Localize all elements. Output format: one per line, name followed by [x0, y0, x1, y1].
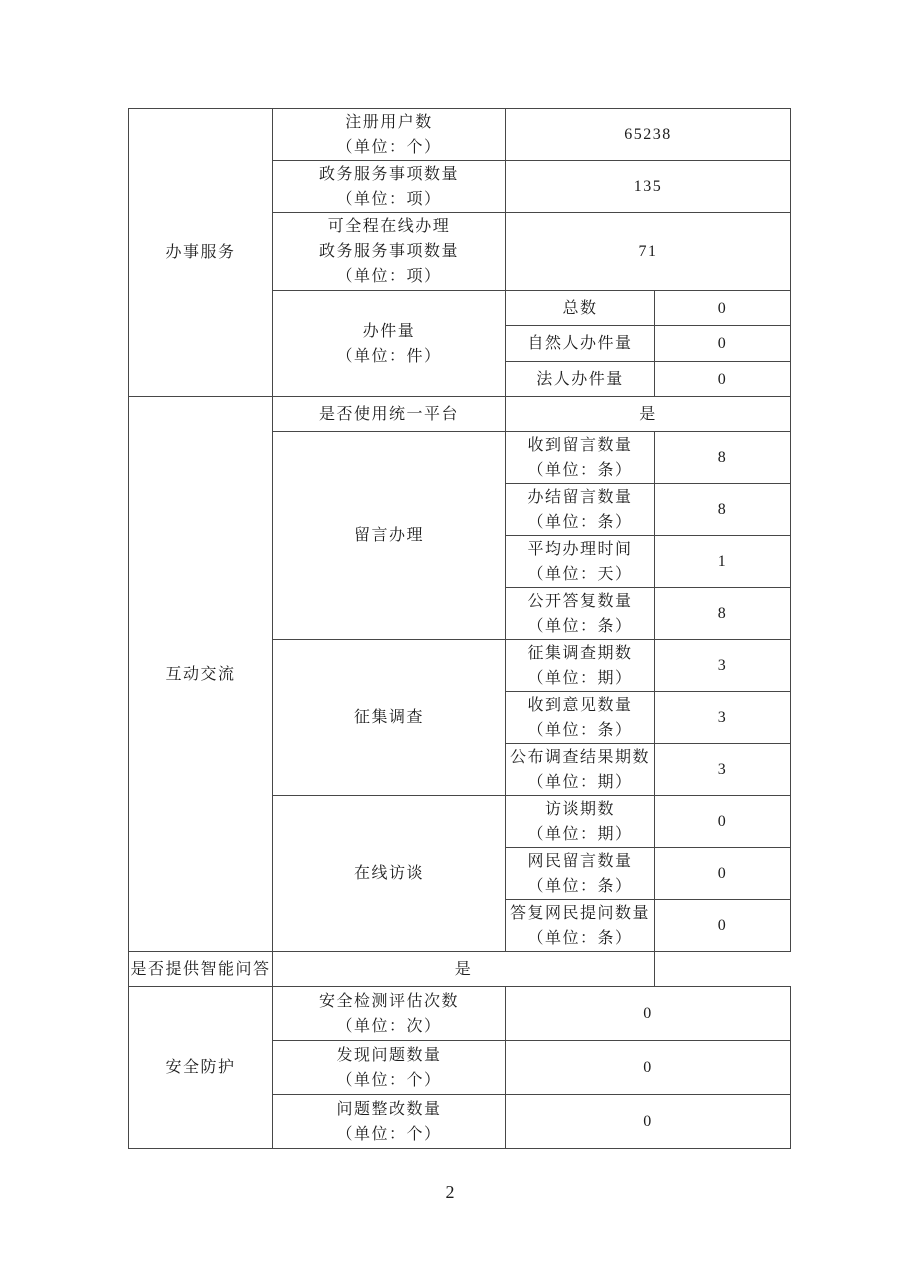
- metric-unit-text: （单位：个）: [336, 1071, 442, 1089]
- value-natural-person: 0: [655, 326, 791, 362]
- metric-smart-qa: 是否提供智能问答: [129, 952, 273, 987]
- submetric-legal-person: 法人办件量: [506, 362, 655, 397]
- value-smart-qa: 是: [273, 952, 655, 987]
- value-interview-periods: 0: [655, 796, 791, 848]
- submetric-netizen-messages: [506, 848, 655, 900]
- submetric-messages-completed: [506, 484, 655, 536]
- metric-label-text: 公布调查结果期数: [509, 748, 650, 766]
- value-public-replies: 8: [655, 588, 791, 640]
- value-service-items: 135: [506, 161, 791, 213]
- value-survey-periods: 3: [655, 640, 791, 692]
- section-label-security: 安全防护: [129, 987, 273, 1149]
- value-survey-results: 3: [655, 744, 791, 796]
- metric-label-text: 答复网民提问数量: [509, 904, 650, 922]
- table-row: [129, 987, 791, 1041]
- section-label-interaction: 互动交流: [129, 397, 273, 952]
- value-avg-handling-time: 1: [655, 536, 791, 588]
- value-netizen-replies: 0: [655, 900, 791, 952]
- metric-label-text: 访谈期数: [544, 800, 615, 818]
- metric-unit-text: （单位：期）: [527, 669, 633, 687]
- page-number: 2: [445, 1182, 455, 1202]
- metric-unit-text: （单位：次）: [336, 1017, 442, 1035]
- metric-unit-text: （单位：条）: [527, 877, 633, 895]
- metric-problems-found: [273, 1041, 506, 1095]
- value-case-total: 0: [655, 291, 791, 326]
- submetric-netizen-replies: [506, 900, 655, 952]
- submetric-survey-periods: [506, 640, 655, 692]
- submetric-messages-received: [506, 432, 655, 484]
- statistics-table: [128, 108, 791, 1149]
- table-row: [129, 952, 791, 987]
- metric-label-text: 问题整改数量: [336, 1100, 442, 1118]
- value-security-assessments: 0: [506, 987, 791, 1041]
- submetric-natural-person: 自然人办件量: [506, 326, 655, 362]
- value-messages-received: 8: [655, 432, 791, 484]
- metric-security-assessments: [273, 987, 506, 1041]
- metric-unit-text: （单位：件）: [336, 347, 442, 365]
- metric-label-text: 发现问题数量: [336, 1046, 442, 1064]
- metric-label-text: 征集调查期数: [527, 644, 633, 662]
- value-problems-fixed: 0: [506, 1095, 791, 1149]
- metric-label-text: 办件量: [362, 322, 416, 340]
- value-legal-person: 0: [655, 362, 791, 397]
- submetric-case-total: 总数: [506, 291, 655, 326]
- submetric-avg-handling-time: [506, 536, 655, 588]
- metric-unit-text: （单位：个）: [336, 1125, 442, 1143]
- metric-problems-fixed: [273, 1095, 506, 1149]
- metric-unit-text: （单位：条）: [527, 513, 633, 531]
- metric-unit-text: （单位：天）: [527, 565, 633, 583]
- table-row: [129, 397, 791, 432]
- metric-unified-platform: 是否使用统一平台: [273, 397, 506, 432]
- metric-unit-text: （单位：期）: [527, 825, 633, 843]
- metric-label-text: 可全程在线办理: [327, 218, 451, 235]
- metric-unit-text: （单位：项）: [336, 268, 442, 285]
- metric-unit-text: （单位：期）: [527, 773, 633, 791]
- value-registered-users: 65238: [506, 109, 791, 161]
- metric-label-text: 政务服务事项数量: [318, 165, 459, 183]
- value-messages-completed: 8: [655, 484, 791, 536]
- metric-label-text: 网民留言数量: [527, 852, 633, 870]
- metric-label-text: 公开答复数量: [527, 592, 633, 610]
- value-unified-platform: 是: [506, 397, 791, 432]
- metric-label-text: 安全检测评估次数: [318, 992, 459, 1010]
- metric-unit-text: （单位：条）: [527, 721, 633, 739]
- metric-label-text: 收到留言数量: [527, 436, 633, 454]
- metric-unit-text: （单位：条）: [527, 617, 633, 635]
- metric-interview: 在线访谈: [273, 796, 506, 952]
- metric-label-text: 政务服务事项数量: [318, 243, 459, 260]
- metric-survey: 征集调查: [273, 640, 506, 796]
- metric-unit-text: （单位：个）: [336, 138, 442, 156]
- value-netizen-messages: 0: [655, 848, 791, 900]
- value-survey-opinions: 3: [655, 692, 791, 744]
- value-problems-found: 0: [506, 1041, 791, 1095]
- submetric-interview-periods: [506, 796, 655, 848]
- metric-unit-text: （单位：条）: [527, 461, 633, 479]
- metric-unit-text: （单位：条）: [527, 929, 633, 947]
- metric-registered-users: [273, 109, 506, 161]
- submetric-survey-results: [506, 744, 655, 796]
- metric-label-text: 注册用户数: [345, 113, 433, 131]
- submetric-public-replies: [506, 588, 655, 640]
- section-label-service: 办事服务: [129, 109, 273, 397]
- metric-label-text: 办结留言数量: [527, 488, 633, 506]
- metric-online-full-process: [273, 213, 506, 291]
- metric-label-text: 收到意见数量: [527, 696, 633, 714]
- metric-message-handling: 留言办理: [273, 432, 506, 640]
- metric-case-volume: [273, 291, 506, 397]
- metric-unit-text: （单位：项）: [336, 190, 442, 208]
- submetric-survey-opinions: [506, 692, 655, 744]
- metric-label-text: 平均办理时间: [527, 540, 633, 558]
- table-row: [129, 109, 791, 161]
- metric-service-items: [273, 161, 506, 213]
- value-online-full-process: 71: [506, 213, 791, 291]
